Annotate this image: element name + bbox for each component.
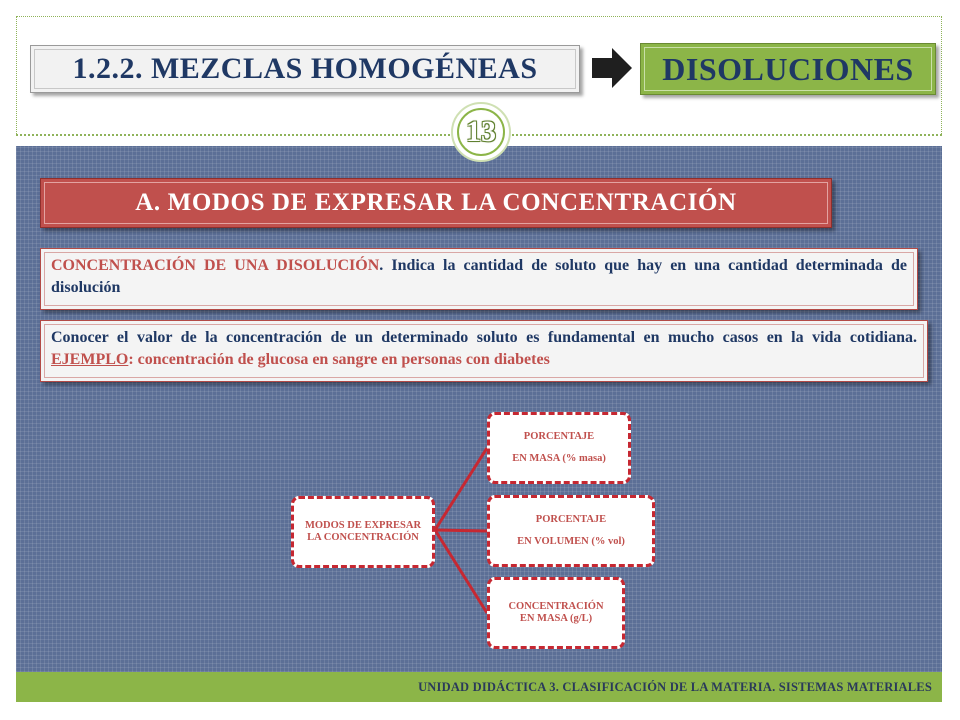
node-b-line2: EN VOLUMEN (% vol)	[517, 536, 625, 547]
example-text: : concentración de glucosa en sangre en personas con diabetes	[128, 351, 550, 368]
footer-bar	[16, 672, 942, 702]
connector-masa	[435, 448, 487, 530]
node-b-line1: PORCENTAJE	[535, 514, 607, 525]
connector-g-l	[435, 530, 487, 613]
connector-volumen	[435, 530, 487, 531]
diagram-node-percent-volume	[487, 495, 655, 567]
node-c-line2: EN MASA (g/L)	[519, 613, 593, 624]
diagram-root-node	[291, 496, 435, 568]
example-intro: Conocer el valor de la concentración de un determinado soluto es fundamental en mucho casos en la vida cotidiana.	[51, 329, 917, 346]
definition-term: CONCENTRACIÓN DE UNA DISOLUCIÓN	[51, 257, 380, 274]
example-label: EJEMPLO	[51, 351, 129, 368]
footer-text: UNIDAD DIDÁCTICA 3. CLASIFICACIÓN DE LA MATERIA. SISTEMAS MATERIALES	[418, 679, 932, 694]
diagram-root-label: MODOS DE EXPRESAR LA CONCENTRACIÓN	[304, 520, 422, 543]
definition-text: . Indica la cantidad de soluto que hay en una cantidad determinada de disolución	[51, 257, 907, 296]
diagram-node-mass-concentration	[487, 577, 625, 649]
node-c-line1: CONCENTRACIÓN	[508, 601, 604, 612]
diagram-node-percent-mass	[487, 412, 631, 484]
page-number: 13	[457, 108, 505, 156]
node-a-line2: EN MASA (% masa)	[512, 453, 606, 464]
topic-badge-text: DISOLUCIONES	[662, 50, 914, 87]
node-a-line1: PORCENTAJE	[523, 431, 595, 442]
slide-title-text: 1.2.2. MEZCLAS HOMOGÉNEAS	[72, 52, 538, 85]
section-heading-text: A. MODOS DE EXPRESAR LA CONCENTRACIÓN	[135, 189, 737, 216]
